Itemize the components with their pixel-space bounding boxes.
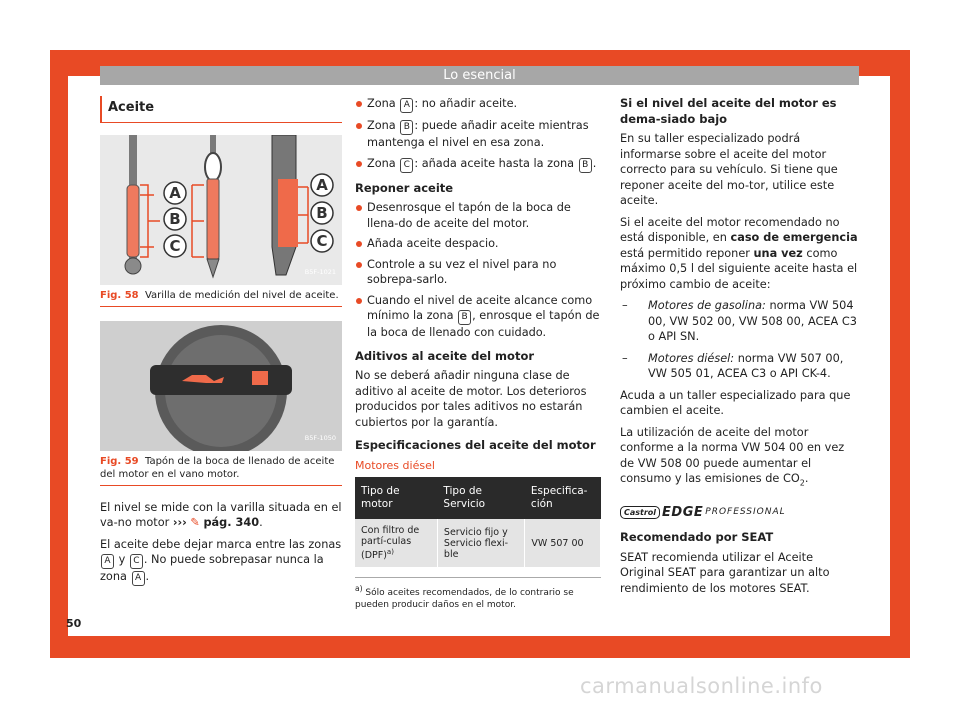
bullet-item: Zona B : puede añadir aceite mientras mantenga el nivel en esa zona. — [355, 118, 601, 151]
ref-arrow: ››› — [172, 516, 187, 529]
label-c-2: C — [316, 231, 328, 250]
paragraph: La utilización de aceite del motor conforme a la norma VW 504 00 en vez de VW 508 00 puede aumentar el consumo y las emisiones de $CO_2$. — [620, 425, 845, 488]
zone-badge: A — [101, 554, 114, 569]
paragraph: Acuda a un taller especializado para que cambien el aceite. — [620, 388, 851, 417]
edge-wordmark: EDGE — [662, 504, 704, 520]
table-header: Tipo de motor — [355, 477, 437, 519]
text: . No puede sobrepasar nunca la zona — [100, 553, 324, 583]
zone-badge: C — [400, 158, 413, 173]
table-subheading: Motores diésel — [355, 458, 435, 472]
paragraph: Si el aceite del motor recomendado no está disponible, en caso de emergencia está permitido reponer una vez como máximo 0,5 l del siguiente aceite hasta el próximo cambio de aceite: — [620, 215, 858, 291]
bullet-item: Desenrosque el tapón de la boca de llena-do de aceite del motor. — [355, 200, 601, 231]
watermark: carmanualsonline.info — [580, 674, 823, 698]
footnote: $^{a)}$ Sólo aceites recomendados, de lo contrario se pueden producir daños en el motor. — [355, 577, 601, 611]
figure-caption — [100, 455, 342, 486]
label-c: C — [169, 236, 181, 255]
professional-wordmark: PROFESSIONAL — [705, 506, 786, 517]
zone-badge: A — [132, 571, 145, 586]
subheading: Recomendado por SEAT — [620, 530, 774, 545]
castrol-logo — [620, 505, 860, 521]
zone-badge: C — [130, 554, 143, 569]
label-a-2: A — [316, 175, 328, 194]
paragraph: SEAT recomienda utilizar el Aceite Original SEAT para garantizar un alto rendimiento de los motores SEAT. — [620, 550, 830, 595]
oil-spec-table — [355, 477, 601, 567]
table-header: Tipo de Servicio — [437, 477, 525, 519]
label-b: B — [169, 209, 181, 228]
table-cell: Con filtro de partí-culas (DPF)$^{a)}$ — [355, 519, 437, 567]
subheading: Reponer aceite — [355, 180, 454, 195]
text: El aceite debe dejar marca entre las zonas — [100, 537, 342, 551]
figure-number: Fig. 58 — [100, 289, 139, 301]
bullet-item: Zona A : no añadir aceite. — [355, 96, 601, 113]
figure-caption — [100, 289, 342, 307]
page-number: 50 — [66, 617, 82, 630]
bullet-item: Controle a su vez el nivel para no sobrepa-sarlo. — [355, 257, 601, 288]
paragraph: No se deberá añadir ninguna clase de aditivo al aceite de motor. Los deterioros producidos por tales aditivos no estarán cubiertos por la garantía. — [355, 369, 587, 429]
figure-code: B5F-1021 — [304, 268, 336, 276]
label-a: A — [169, 183, 181, 202]
table-row — [355, 519, 601, 567]
column-right — [620, 96, 860, 602]
page-header: Lo esencial — [100, 66, 859, 85]
table-cell: Servicio fijo y Servicio flexi-ble — [437, 519, 525, 567]
table-header-row — [355, 477, 601, 519]
column-middle — [355, 96, 601, 611]
paragraph: En su taller especializado podrá informarse sobre el aceite del motor correcto para su vehículo. Si tiene que reponer aceite del mo-tor, utilice este aceite. — [620, 132, 838, 207]
subheading: Aditivos al aceite del motor — [355, 348, 535, 363]
zone-badge: B — [579, 158, 592, 173]
list-item: – Motores diésel: norma VW 507 00, VW 505 01, ACEA C3 o API CK-4. — [620, 351, 860, 382]
dipstick-illustration — [100, 135, 342, 285]
paragraph: El aceite debe dejar marca entre las zonas A y C . No puede sobrepasar nunca la zona A . — [100, 537, 342, 587]
subheading: Especificaciones del aceite del motor — [355, 438, 596, 452]
figure-code: B5F-1050 — [304, 434, 336, 442]
column-left — [100, 96, 342, 592]
zone-badge: A — [400, 98, 413, 113]
bullet-item: Añada aceite despacio. — [355, 236, 601, 252]
figure-caption-text: Tapón de la boca de llenado de aceite del motor en el vano motor. — [100, 455, 335, 480]
subheading: Si el nivel del aceite del motor es dema-siado bajo — [620, 96, 837, 126]
text: El nivel se mide con la varilla situada en el va-no motor — [100, 500, 342, 529]
zone-badge: B — [458, 310, 471, 325]
paragraph: El nivel se mide con la varilla situada en el va-no motor ››› ✎ pág. 340. — [100, 500, 342, 529]
label-b-2: B — [316, 203, 328, 222]
figure-dipstick — [100, 135, 342, 285]
text: y — [118, 553, 126, 566]
table-cell: VW 507 00 — [525, 519, 601, 567]
figure-oil-cap — [100, 321, 342, 451]
table-header: Especifica-ción — [525, 477, 601, 519]
zone-badge: B — [400, 120, 413, 135]
section-title: Aceite — [100, 96, 342, 123]
list-item: – Motores de gasolina: norma VW 504 00, VW 502 00, VW 508 00, ACEA C3 o API SN. — [620, 298, 860, 345]
castrol-badge: Castrol — [620, 506, 660, 519]
wrench-icon: ✎ — [190, 516, 200, 529]
page-reference[interactable]: pág. 340 — [203, 516, 260, 529]
bullet-item: Cuando el nivel de aceite alcance como mínimo la zona B , enrosque el tapón de la boca de llenado con cuidado. — [355, 293, 601, 341]
figure-number: Fig. 59 — [100, 455, 139, 467]
figure-caption-text: Varilla de medición del nivel de aceite. — [144, 289, 339, 301]
bullet-item: Zona C : añada aceite hasta la zona B . — [355, 156, 601, 173]
